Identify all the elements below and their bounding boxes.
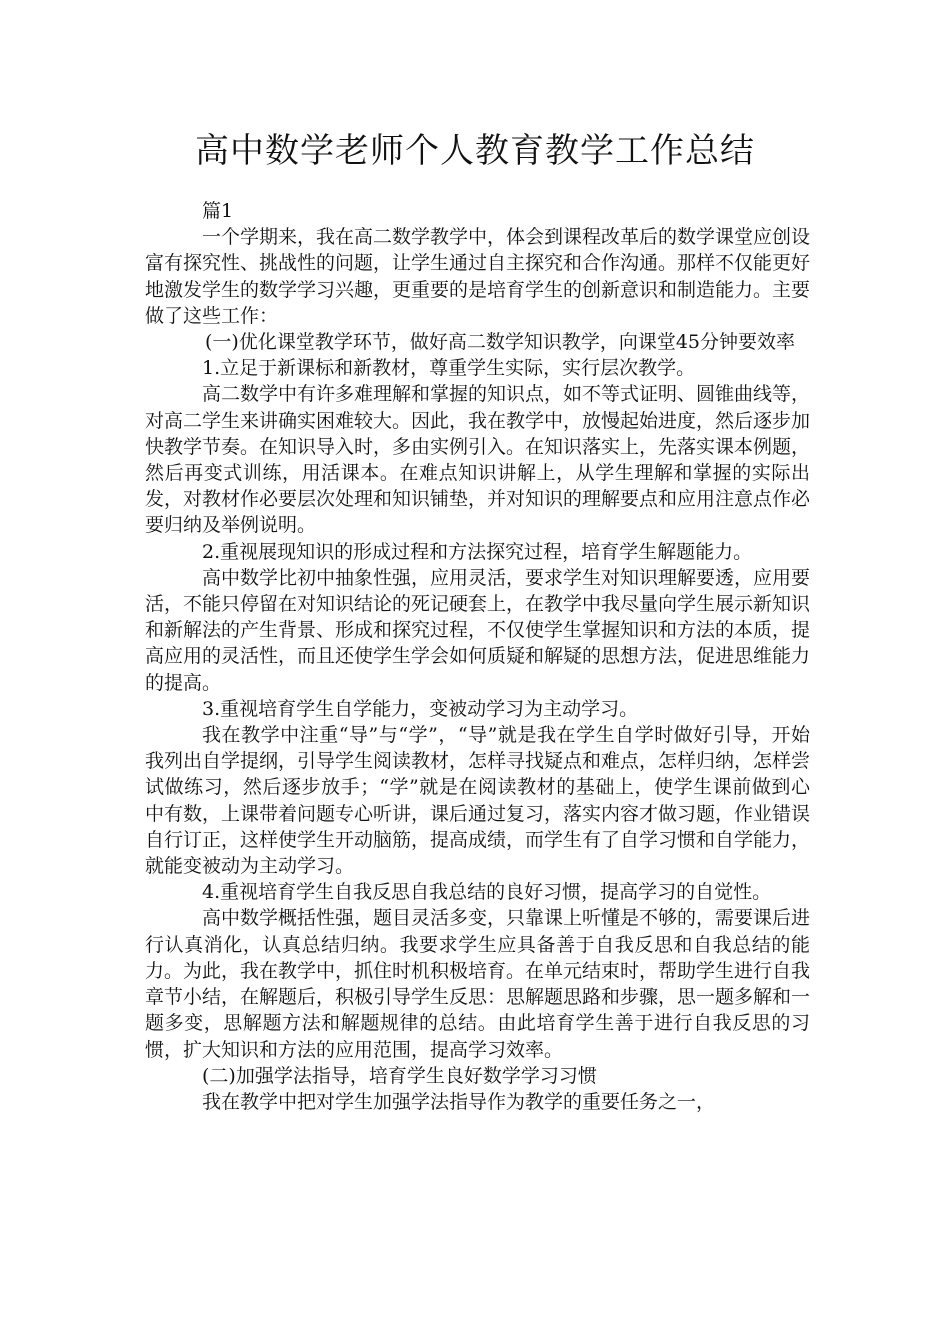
document-body <box>145 198 810 1115</box>
body-paragraph: 我在教学中把对学生加强学法指导作为教学的重要任务之一， <box>202 1090 716 1113</box>
body-paragraph: 我在教学中注重“导”与“学”，“导”就是我在学生自学时做好引导，开始我列出自学提纲，引导学生阅读教材，怎样寻找疑点和难点，怎样归纳，怎样尝试做练习，然后逐步放手；“学”就是在阅读教材的基础上，使学生课前做到心中有数，上课带着问题专心听讲，课后通过复习，落实内容才做习题，作业错误自行订正，这样使学生开动脑筋，提高成绩，而学生有了自学习惯和自学能力，就能变被动为主动学习。 <box>145 724 811 878</box>
intro-paragraph: 一个学期来，我在高二数学教学中，体会到课程改革后的数学课堂应创设富有探究性、挑战性的问题，让学生通过自主探究和合作沟通。那样不仅能更好地激发学生的数学学习兴趣，更重要的是培育学生的创新意识和制造能力。主要做了这些工作： <box>145 226 811 327</box>
point-heading-4: 4.重视培育学生自我反思自我总结的良好习惯，提高学习的自觉性。 <box>202 881 772 904</box>
body-paragraph: 高中数学比初中抽象性强，应用灵活，要求学生对知识理解要透，应用要活，不能只停留在对知识结论的死记硬套上，在教学中我尽量向学生展示新知识和新解法的产生背景、形成和探究过程，不仅使学生掌握知识和方法的本质，提高应用的灵活性，而且还使学生学会如何质疑和解疑的思想方法，促进思维能力的提高。 <box>145 566 811 694</box>
body-paragraph: 高二数学中有许多难理解和掌握的知识点，如不等式证明、圆锥曲线等，对高二学生来讲确实困难较大。因此，我在教学中，放慢起始进度，然后逐步加快教学节奏。在知识导入时，多由实例引入。在知识落实上，先落实课本例题，然后再变式训练，用活课本。在难点知识讲解上，从学生理解和掌握的实际出发，对教材作必要层次处理和知识铺垫，并对知识的理解要点和应用注意点作必要归纳及举例说明。 <box>145 383 811 537</box>
document-title: 高中数学老师个人教育教学工作总结 <box>195 131 755 171</box>
point-heading-1: 1.立足于新课标和新教材，尊重学生实际，实行层次教学。 <box>202 357 696 380</box>
body-paragraph: 高中数学概括性强，题目灵活多变，只靠课上听懂是不够的，需要课后进行认真消化，认真总结归纳。我要求学生应具备善于自我反思和自我总结的能力。为此，我在教学中，抓住时机积极培育。在单元结束时，帮助学生进行自我章节小结，在解题后，积极引导学生反思：思解题思路和步骤，思一题多解和一题多变，思解题方法和解题规律的总结。由此培育学生善于进行自我反思的习惯，扩大知识和方法的应用范围，提高学习效率。 <box>145 907 811 1061</box>
section-heading-1: (一)优化课堂教学环节，做好高二数学知识教学，向课堂45分钟要效率 <box>205 331 796 354</box>
point-heading-2: 2.重视展现知识的形成过程和方法探究过程，培育学生解题能力。 <box>202 540 753 563</box>
point-heading-3: 3.重视培育学生自学能力，变被动学习为主动学习。 <box>202 697 639 720</box>
section-heading-2: (二)加强学法指导，培育学生良好数学学习习惯 <box>202 1064 597 1087</box>
section-label: 篇1 <box>202 200 234 222</box>
